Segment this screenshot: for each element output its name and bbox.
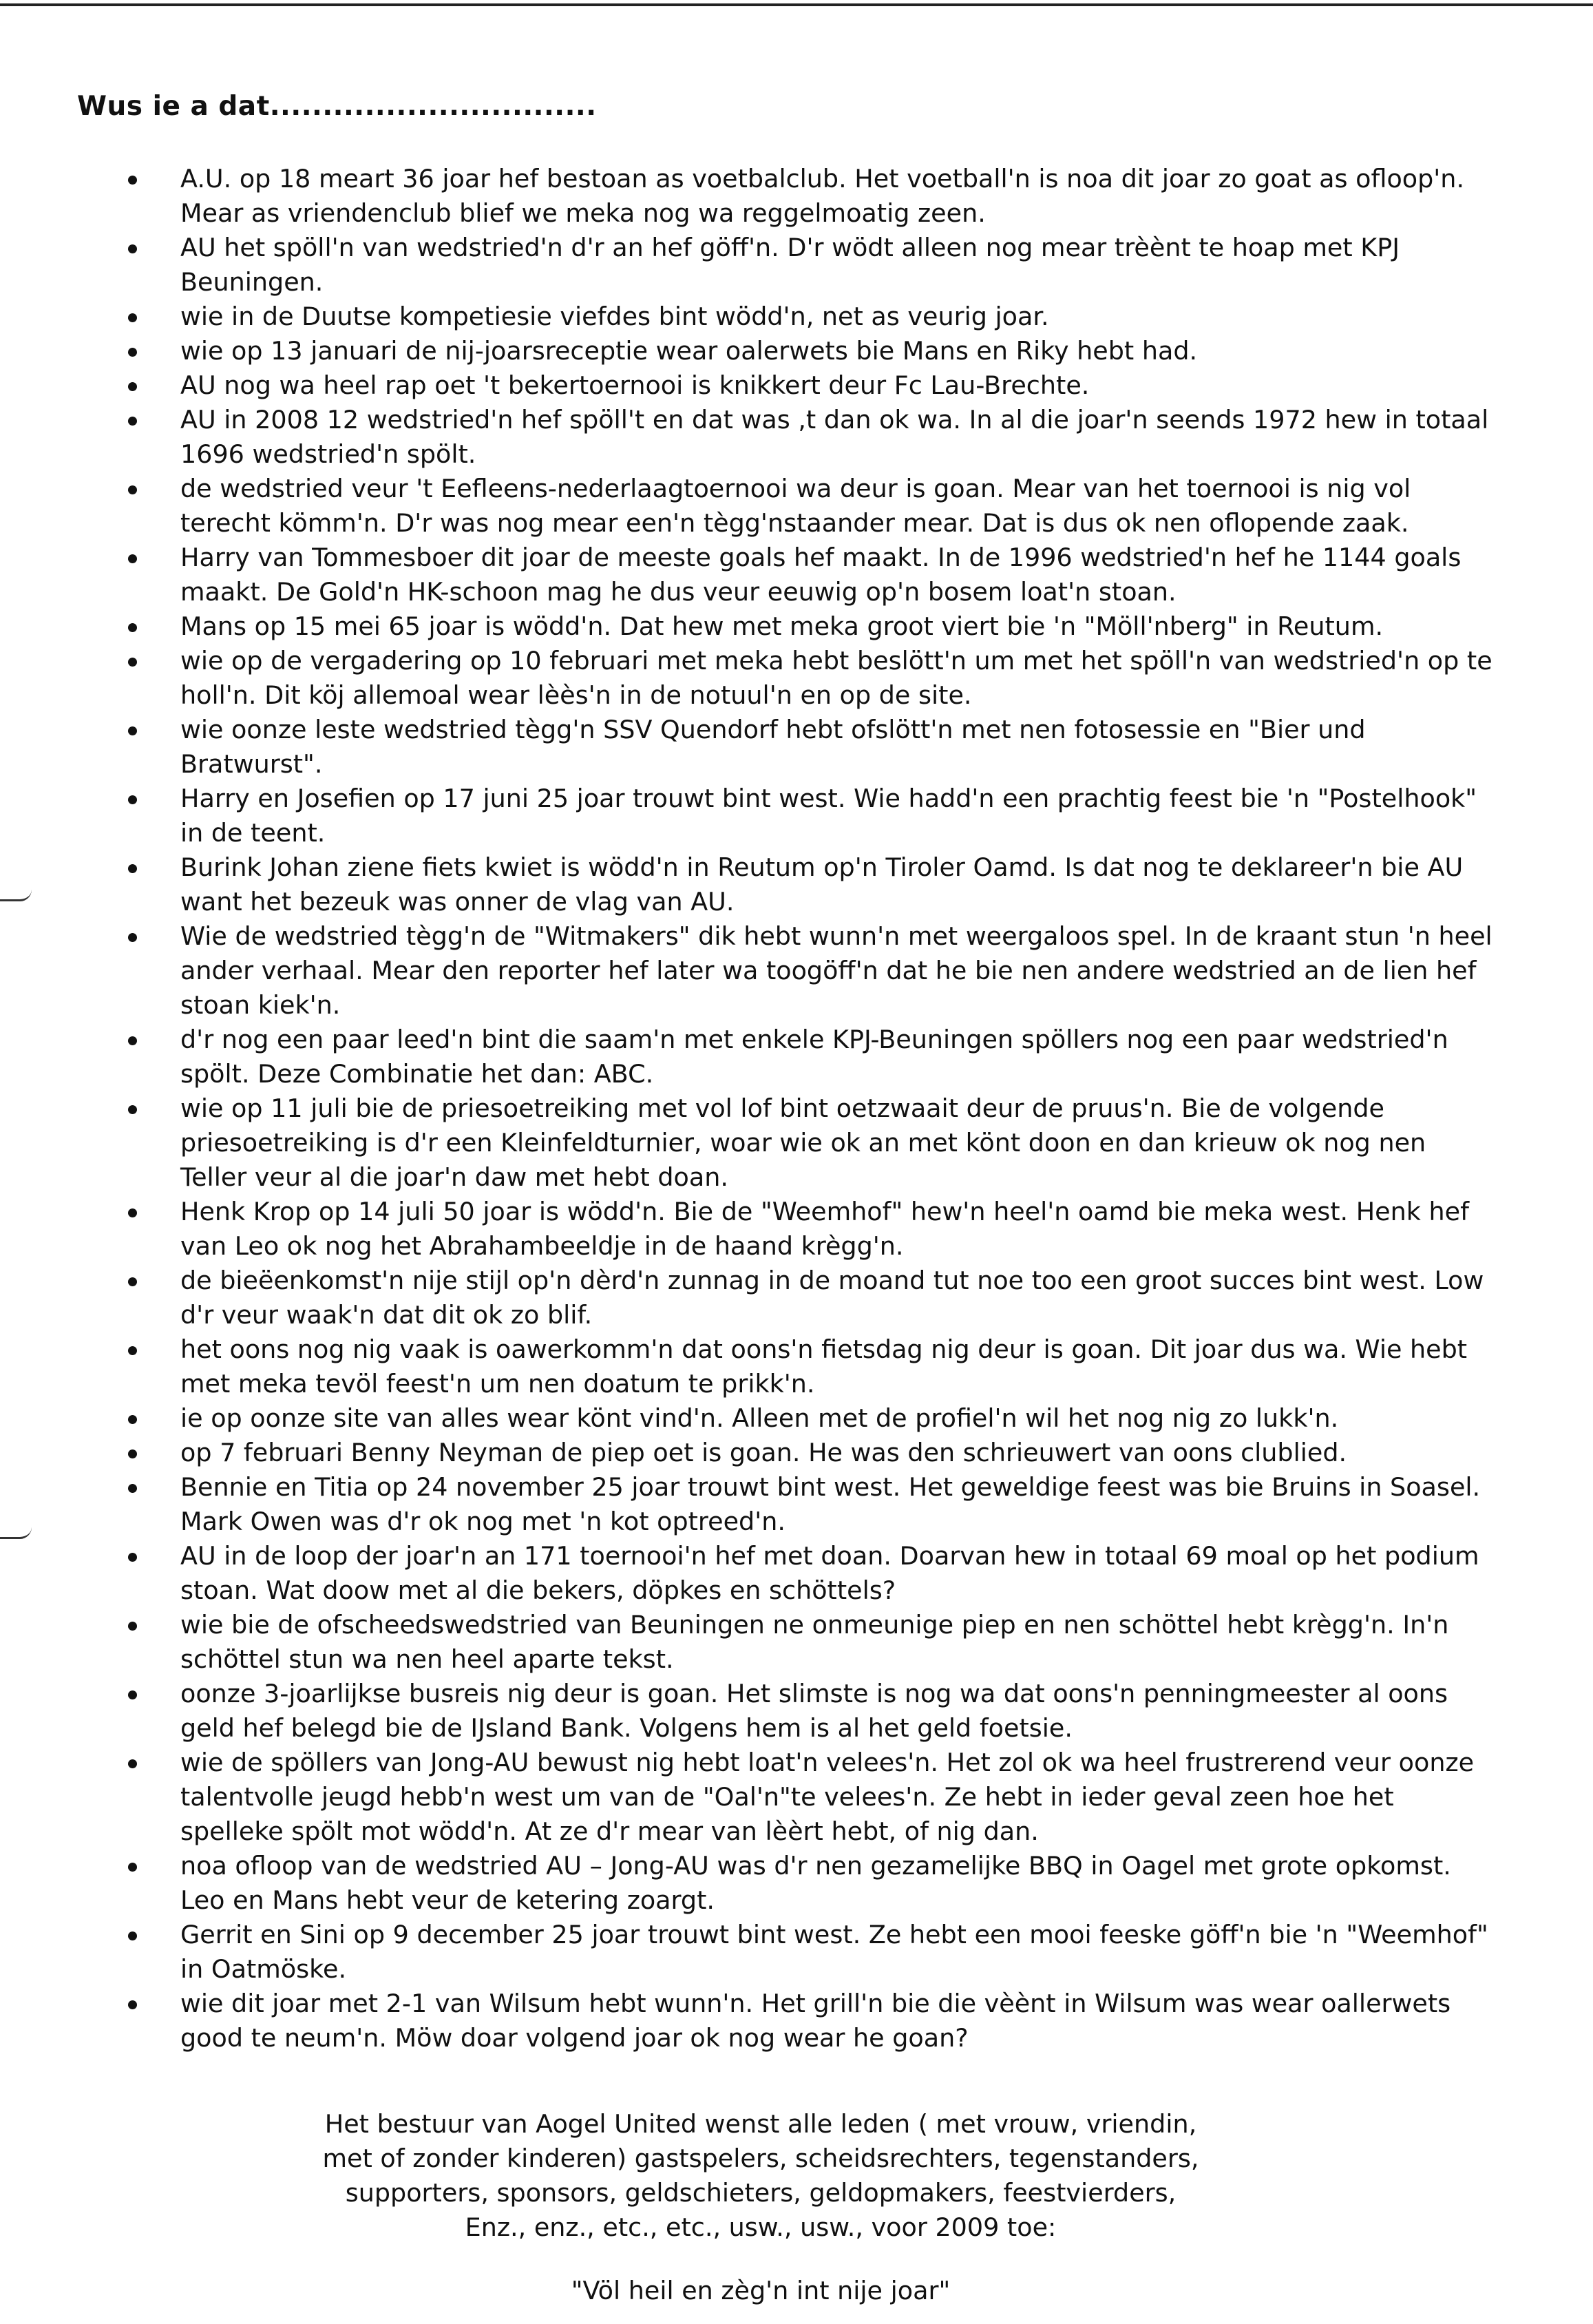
list-item-text: noa ofloop van de wedstried AU – Jong-AU was d'r nen gezamelijke BBQ in Oagel met grote opkomst. Leo en Mans hebt veur de ketering zoargt.	[180, 1851, 1451, 1915]
list-item-text: Harry en Josefien op 17 juni 25 joar trouwt bint west. Wie hadd'n een prachtig feest bie 'n "Postelhook" in de teent.	[180, 784, 1477, 848]
list-item-text: AU in 2008 12 wedstried'n hef spöll't en dat was ,t dan ok wa. In al die joar'n seends 1972 hew in totaal 1696 wedstried'n spölt.	[180, 405, 1489, 469]
bullet-icon	[128, 1622, 137, 1631]
list-item	[125, 334, 1495, 368]
list-item	[125, 1608, 1495, 1677]
list-item	[125, 1987, 1495, 2055]
list-item-text: Bennie en Titia op 24 november 25 joar trouwt bint west. Het geweldige feest was bie Bruins in Soasel. Mark Owen was d'r ok nog met 'n kot optreed'n.	[180, 1472, 1481, 1536]
list-item-text: Burink Johan ziene fiets kwiet is wödd'n in Reutum op'n Tiroler Oamd. Is dat nog te deklareer'n bie AU want het bezeuk was onner de vlag van AU.	[180, 852, 1464, 917]
list-item	[125, 1332, 1495, 1401]
list-item	[125, 850, 1495, 919]
list-item	[125, 644, 1495, 713]
list-item-text: Wie de wedstried tègg'n de "Witmakers" dik hebt wunn'n met weergaloos spel. In de kraant stun 'n heel ander verhaal. Mear den reporter hef later wa toogöff'n dat he bie nen andere wedstried an de lien hef stoan kiek'n.	[180, 921, 1492, 1020]
list-item	[125, 1470, 1495, 1539]
list-item	[125, 1436, 1495, 1470]
list-item-text: Gerrit en Sini op 9 december 25 joar trouwt bint west. Ze hebt een mooi feeske göff'n bie 'n "Weemhof" in Oatmöske.	[180, 1920, 1488, 1984]
list-item	[125, 1539, 1495, 1608]
bullet-icon	[128, 1277, 137, 1286]
closing-line: met of zonder kinderen) gastspelers, scheidsrechters, tegenstanders,	[322, 2144, 1199, 2173]
list-item	[125, 472, 1495, 541]
bullet-icon	[128, 933, 137, 942]
closing-line: supporters, sponsors, geldschieters, geldopmakers, feestvierders,	[345, 2178, 1177, 2208]
list-item-text: wie in de Duutse kompetiesie viefdes bint wödd'n, net as veurig joar.	[180, 302, 1049, 331]
list-item	[125, 162, 1495, 231]
bullet-icon	[128, 2000, 137, 2009]
list-item	[125, 368, 1495, 403]
list-item-text: de bieëenkomst'n nije stijl op'n dèrd'n zunnag in de moand tut noe too een groot succes bint west. Low d'r veur waak'n dat dit ok zo blif.	[180, 1266, 1484, 1330]
list-item	[125, 609, 1495, 644]
list-item	[125, 1091, 1495, 1195]
list-item-text: oonze 3-joarlijkse busreis nig deur is goan. Het slimste is nog wa dat oons'n penningmeester al oons geld hef belegd bie de IJsland Bank. Volgens hem is al het geld foetsie.	[180, 1679, 1448, 1743]
list-item-text: het oons nog nig vaak is oawerkomm'n dat oons'n fietsdag nig deur is goan. Dit joar dus wa. Wie hebt met meka tevöl feest'n um nen doatum te prikk'n.	[180, 1334, 1468, 1399]
list-item-text: wie op 13 januari de nij-joarsreceptie wear oalerwets bie Mans en Riky hebt had.	[180, 336, 1198, 366]
list-item	[125, 541, 1495, 609]
list-item	[125, 782, 1495, 850]
list-item	[125, 403, 1495, 472]
list-item-text: d'r nog een paar leed'n bint die saam'n met enkele KPJ-Beuningen spöllers nog een paar wedstried'n spölt. Deze Combinatie het dan: ABC.	[180, 1025, 1448, 1089]
list-item-text: Mans op 15 mei 65 joar is wödd'n. Dat hew met meka groot viert bie 'n "Möll'nberg" in Reutum.	[180, 611, 1384, 641]
list-item-text: AU nog wa heel rap oet 't bekertoernooi is knikkert deur Fc Lau-Brechte.	[180, 370, 1090, 400]
list-item-text: A.U. op 18 meart 36 joar hef bestoan as voetbalclub. Het voetball'n is noa dit joar zo goat as ofloop'n. Mear as vriendenclub blief we meka nog wa reggelmoatig zeen.	[180, 164, 1465, 228]
bullet-icon	[128, 382, 137, 391]
list-item	[125, 1746, 1495, 1849]
bullet-icon	[128, 1759, 137, 1768]
list-item-text: AU in de loop der joar'n an 171 toernooi'n hef met doan. Doarvan hew in totaal 69 moal op het podium stoan. Wat doow met al die bekers, döpkes en schöttels?	[180, 1541, 1479, 1605]
bullet-icon	[128, 1105, 137, 1114]
bullet-icon	[128, 864, 137, 873]
bullet-icon	[128, 726, 137, 735]
bullet-icon	[128, 658, 137, 667]
list-item-text: op 7 februari Benny Neyman de piep oet is goan. He was den schrieuwert van oons clublied.	[180, 1438, 1347, 1467]
list-item-text: wie op de vergadering op 10 februari met meka hebt beslött'n um met het spöll'n van wedstried'n op te holl'n. Dit köj allemoal wear lèès'n in de notuul'n en op de site.	[180, 646, 1492, 710]
bullet-icon	[128, 1553, 137, 1562]
bullet-icon	[128, 1449, 137, 1458]
list-item-text: wie oonze leste wedstried tègg'n SSV Quendorf hebt ofslött'n met nen fotosessie en "Bier und Bratwurst".	[180, 715, 1366, 779]
bullet-icon	[128, 244, 137, 253]
list-item-text: wie op 11 juli bie de priesoetreiking met vol lof bint oetzwaait deur de pruus'n. Bie de volgende priesoetreiking is d'r een Kleinfeldturnier, woar wie ok an met könt doon en dan krieuw ok nog nen Teller veur al die joar'n daw met hebt doan.	[180, 1093, 1426, 1192]
list-item-text: wie de spöllers van Jong-AU bewust nig hebt loat'n velees'n. Het zol ok wa heel frustrerend veur oonze talentvolle jeugd hebb'n west um van de "Oal'n"te velees'n. Ze hebt in ieder geval zeen hoe het spelleke spölt mot wödd'n. At ze d'r mear van lèèrt hebt, of nig dan.	[180, 1748, 1475, 1846]
list-item-text: Henk Krop op 14 juli 50 joar is wödd'n. Bie de "Weemhof" hew'n heel'n oamd bie meka west. Henk hef van Leo ok nog het Abrahambeeldje in de haand krègg'n.	[180, 1197, 1469, 1261]
list-item	[125, 1023, 1495, 1091]
list-item	[125, 1677, 1495, 1746]
bullet-icon	[128, 485, 137, 494]
closing-line: Enz., enz., etc., etc., usw., usw., voor 2009 toe:	[465, 2212, 1057, 2242]
bullet-list	[125, 162, 1495, 2055]
list-item-text: wie bie de ofscheedswedstried van Beuningen ne onmeunige piep en nen schöttel hebt krègg'n. In'n schöttel stun wa nen heel aparte tekst.	[180, 1610, 1449, 1674]
scan-mark	[0, 1527, 32, 1539]
list-item	[125, 1401, 1495, 1436]
bullet-icon	[128, 1415, 137, 1424]
bullet-icon	[128, 1932, 137, 1940]
bullet-icon	[128, 1863, 137, 1872]
bullet-icon	[128, 623, 137, 632]
list-item	[125, 300, 1495, 334]
scan-mark	[0, 890, 32, 901]
new-year-wish: "Völ heil en zèg'n int nije joar"	[571, 2276, 951, 2305]
closing-message	[275, 2107, 1246, 2245]
list-item	[125, 1918, 1495, 1987]
list-item	[125, 1264, 1495, 1332]
bullet-icon	[128, 795, 137, 804]
list-item	[125, 713, 1495, 782]
bullet-icon	[128, 1484, 137, 1493]
bullet-icon	[128, 1208, 137, 1217]
bullet-icon	[128, 417, 137, 426]
page-heading: Wus ie a dat...............................	[77, 91, 597, 122]
list-item-text: Harry van Tommesboer dit joar de meeste goals hef maakt. In de 1996 wedstried'n hef he 1144 goals maakt. De Gold'n HK-schoon mag he dus veur eeuwig op'n bosem loat'n stoan.	[180, 543, 1462, 607]
bullet-icon	[128, 313, 137, 322]
closing-line: Het bestuur van Aogel United wenst alle leden ( met vrouw, vriendin,	[324, 2109, 1197, 2139]
list-item-text: AU het spöll'n van wedstried'n d'r an hef göff'n. D'r wödt alleen nog mear trèènt te hoap met KPJ Beuningen.	[180, 233, 1400, 297]
bullet-icon	[128, 1346, 137, 1355]
list-item	[125, 231, 1495, 300]
bullet-icon	[128, 1690, 137, 1699]
list-item-text: ie op oonze site van alles wear könt vind'n. Alleen met de profiel'n wil het nog nig zo lukk'n.	[180, 1403, 1339, 1433]
list-item	[125, 919, 1495, 1023]
top-rule	[0, 3, 1593, 6]
bullet-icon	[128, 554, 137, 563]
list-item	[125, 1849, 1495, 1918]
list-item-text: wie dit joar met 2-1 van Wilsum hebt wunn'n. Het grill'n bie die vèènt in Wilsum was wear oallerwets good te neum'n. Möw doar volgend joar ok nog wear he goan?	[180, 1989, 1451, 2053]
list-item	[125, 1195, 1495, 1264]
bullet-icon	[128, 176, 137, 185]
bullet-icon	[128, 1036, 137, 1045]
list-item-text: de wedstried veur 't Eefleens-nederlaagtoernooi wa deur is goan. Mear van het toernooi is nig vol terecht kömm'n. D'r was nog mear een'n tègg'nstaander mear. Dat is dus ok nen oflopende zaak.	[180, 474, 1411, 538]
bullet-icon	[128, 348, 137, 357]
